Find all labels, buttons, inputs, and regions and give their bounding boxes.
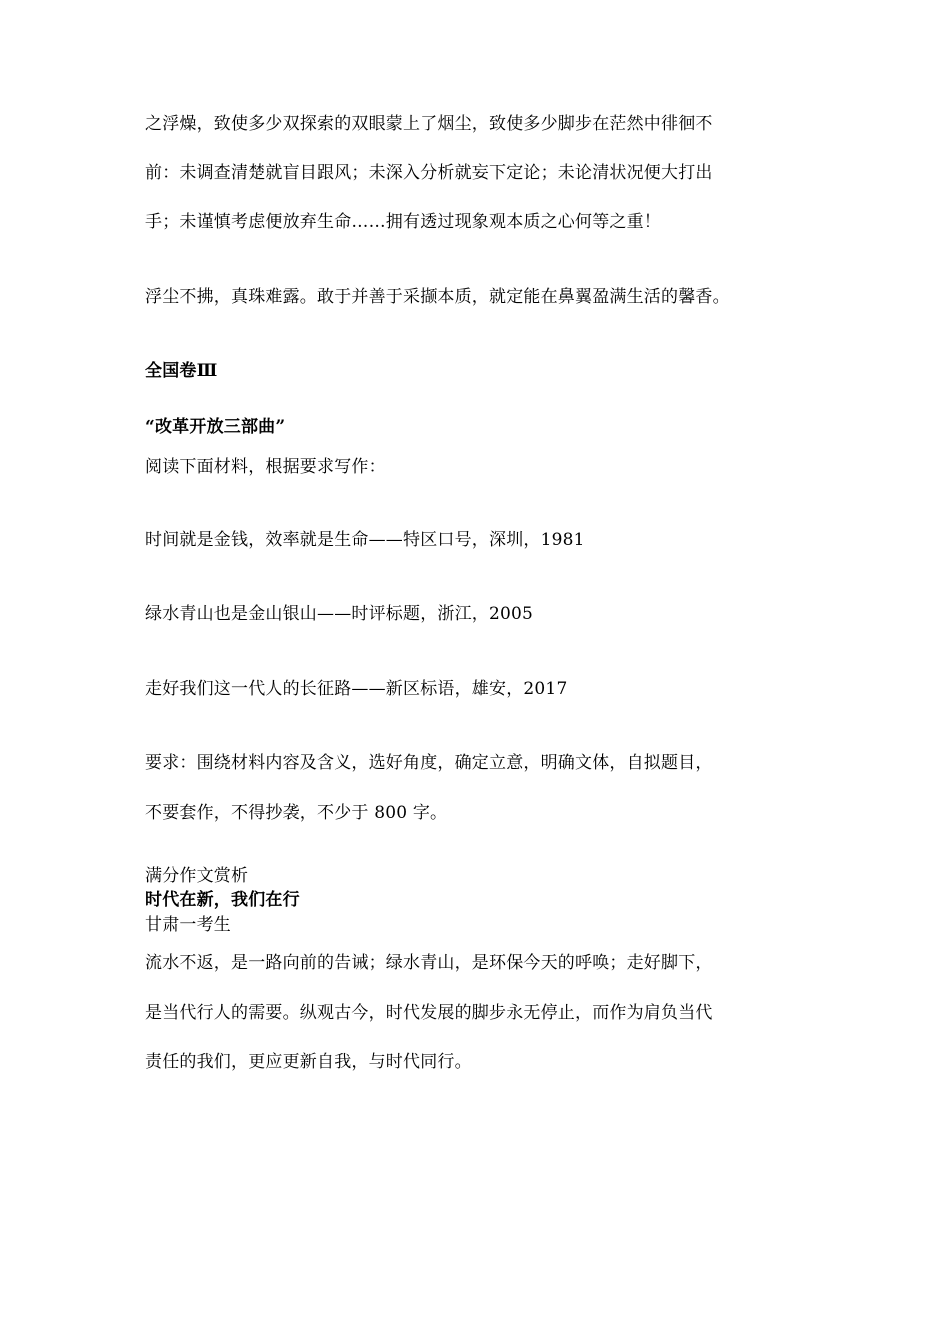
- essay-paragraph-line: 前：未调查清楚就盲目跟风；未深入分析就妄下定论；未论清状况便大打出: [145, 163, 713, 183]
- prompt-instruction: 阅读下面材料，根据要求写作：: [145, 457, 386, 477]
- model-essay-line: 责任的我们，更应更新自我，与时代同行。: [145, 1052, 472, 1072]
- requirement-line: 不要套作，不得抄袭，不少于 800 字。: [145, 803, 448, 823]
- essay-paragraph-line: 手；未谨慎考虑便放弃生命……拥有透过现象观本质之心何等之重！: [145, 212, 661, 232]
- essay-closing-line: 浮尘不拂，真珠难露。敢于并善于采撷本质，就定能在鼻翼盈满生活的馨香。: [145, 287, 730, 307]
- essay-paragraph-line: 之浮燥，致使多少双探索的双眼蒙上了烟尘，致使多少脚步在茫然中徘徊不: [145, 114, 713, 134]
- model-essay-label: 满分作文赏析: [145, 866, 249, 886]
- model-essay-author: 甘肃一考生: [145, 915, 231, 935]
- requirement-line: 要求：围绕材料内容及含义，选好角度，确定立意，明确文体，自拟题目，: [145, 753, 713, 773]
- model-essay-title: 时代在新，我们在行: [145, 890, 300, 910]
- model-essay-line: 是当代行人的需要。纵观古今，时代发展的脚步永无停止，而作为肩负当代: [145, 1003, 713, 1023]
- material-item: 走好我们这一代人的长征路——新区标语，雄安，2017: [145, 679, 568, 699]
- prompt-title: “改革开放三部曲”: [145, 417, 286, 437]
- model-essay-line: 流水不返，是一路向前的告诫；绿水青山，是环保今天的呼唤；走好脚下，: [145, 953, 713, 973]
- section-heading: 全国卷Ⅲ: [145, 361, 218, 381]
- material-item: 绿水青山也是金山银山——时评标题，浙江，2005: [145, 604, 534, 624]
- material-item: 时间就是金钱，效率就是生命——特区口号，深圳，1981: [145, 530, 585, 550]
